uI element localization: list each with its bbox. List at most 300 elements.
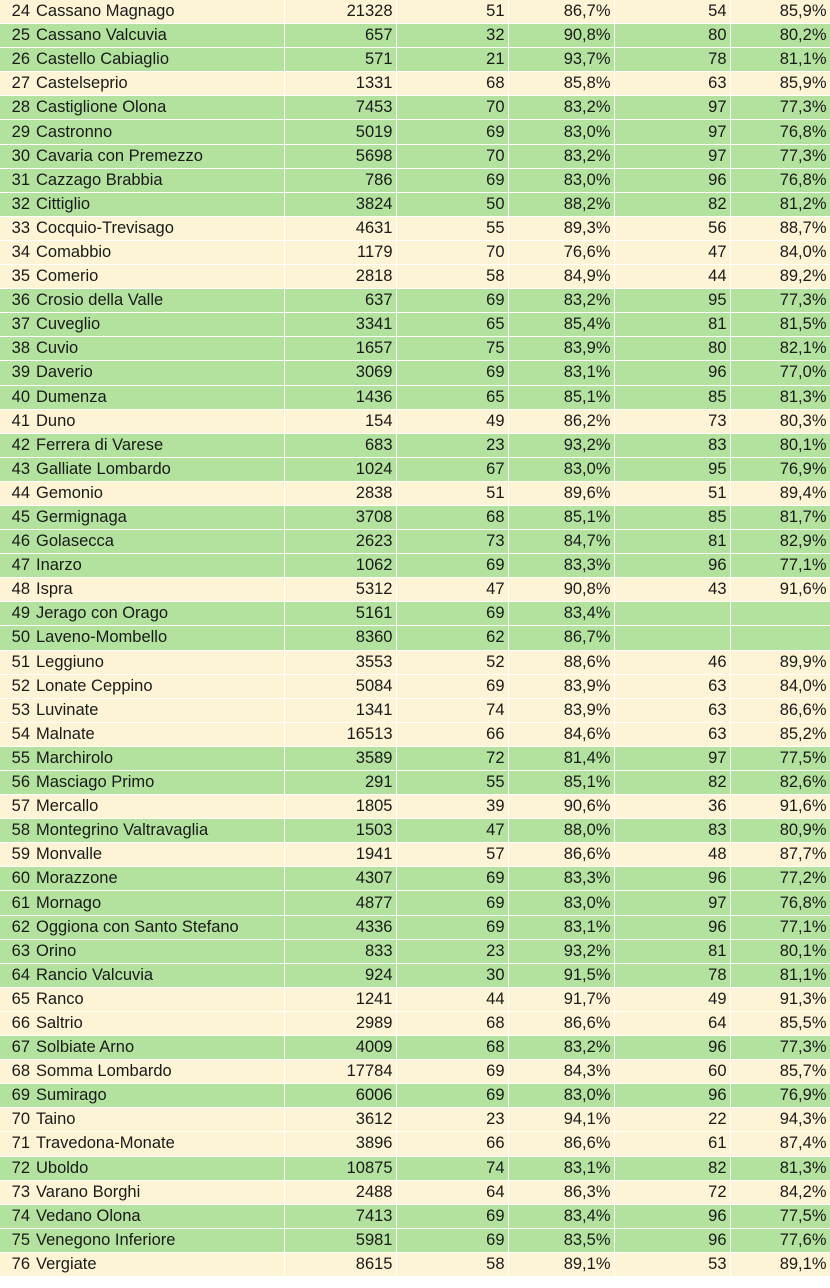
column-b-value: 68 bbox=[396, 72, 508, 96]
column-d-value: 81 bbox=[614, 313, 730, 337]
table-row bbox=[0, 409, 830, 433]
table-row bbox=[0, 1156, 830, 1180]
population-value: 1941 bbox=[284, 843, 396, 867]
column-b-value: 50 bbox=[396, 192, 508, 216]
population-value: 3069 bbox=[284, 361, 396, 385]
column-b-value: 67 bbox=[396, 457, 508, 481]
column-c-percent: 84,7% bbox=[508, 530, 614, 554]
municipality-name: Cocquio-Trevisago bbox=[36, 216, 284, 240]
column-b-value: 47 bbox=[396, 819, 508, 843]
municipality-name: Mornago bbox=[36, 891, 284, 915]
municipality-name: Lonate Ceppino bbox=[36, 674, 284, 698]
population-value: 833 bbox=[284, 939, 396, 963]
column-d-value: 83 bbox=[614, 433, 730, 457]
population-value: 5981 bbox=[284, 1228, 396, 1252]
column-e-percent: 76,9% bbox=[730, 1084, 830, 1108]
column-c-percent: 86,6% bbox=[508, 843, 614, 867]
municipality-name: Oggiona con Santo Stefano bbox=[36, 915, 284, 939]
table-row bbox=[0, 819, 830, 843]
column-d-value: 61 bbox=[614, 1132, 730, 1156]
municipality-name: Galliate Lombardo bbox=[36, 457, 284, 481]
table-row bbox=[0, 746, 830, 770]
row-index: 47 bbox=[0, 554, 36, 578]
column-d-value: 80 bbox=[614, 24, 730, 48]
table-row bbox=[0, 771, 830, 795]
column-c-percent: 83,9% bbox=[508, 698, 614, 722]
column-b-value: 51 bbox=[396, 481, 508, 505]
municipality-name: Solbiate Arno bbox=[36, 1036, 284, 1060]
column-b-value: 69 bbox=[396, 289, 508, 313]
column-e-percent: 76,8% bbox=[730, 891, 830, 915]
column-e-percent: 84,2% bbox=[730, 1180, 830, 1204]
population-value: 3824 bbox=[284, 192, 396, 216]
table-row bbox=[0, 505, 830, 529]
municipality-name: Varano Borghi bbox=[36, 1180, 284, 1204]
row-index: 45 bbox=[0, 505, 36, 529]
population-value: 7413 bbox=[284, 1204, 396, 1228]
column-c-percent: 85,1% bbox=[508, 771, 614, 795]
column-e-percent: 85,9% bbox=[730, 0, 830, 24]
row-index: 51 bbox=[0, 650, 36, 674]
column-c-percent: 84,3% bbox=[508, 1060, 614, 1084]
population-value: 154 bbox=[284, 409, 396, 433]
column-c-percent: 83,0% bbox=[508, 168, 614, 192]
row-index: 49 bbox=[0, 602, 36, 626]
column-d-value: 96 bbox=[614, 1204, 730, 1228]
population-value: 4336 bbox=[284, 915, 396, 939]
population-value: 5312 bbox=[284, 578, 396, 602]
column-c-percent: 93,7% bbox=[508, 48, 614, 72]
column-b-value: 69 bbox=[396, 554, 508, 578]
column-e-percent: 77,3% bbox=[730, 1036, 830, 1060]
table-row bbox=[0, 578, 830, 602]
municipality-name: Saltrio bbox=[36, 1011, 284, 1035]
column-b-value: 68 bbox=[396, 505, 508, 529]
column-d-value: 83 bbox=[614, 819, 730, 843]
column-c-percent: 89,6% bbox=[508, 481, 614, 505]
population-value: 637 bbox=[284, 289, 396, 313]
population-value: 3589 bbox=[284, 746, 396, 770]
column-d-value: 81 bbox=[614, 939, 730, 963]
municipality-name: Crosio della Valle bbox=[36, 289, 284, 313]
column-c-percent: 85,4% bbox=[508, 313, 614, 337]
column-e-percent: 77,2% bbox=[730, 867, 830, 891]
table-row bbox=[0, 337, 830, 361]
municipality-name: Vergiate bbox=[36, 1252, 284, 1276]
population-value: 5161 bbox=[284, 602, 396, 626]
column-d-value: 78 bbox=[614, 48, 730, 72]
column-d-value: 64 bbox=[614, 1011, 730, 1035]
row-index: 46 bbox=[0, 530, 36, 554]
population-value: 8360 bbox=[284, 626, 396, 650]
table-row bbox=[0, 1060, 830, 1084]
column-b-value: 55 bbox=[396, 771, 508, 795]
row-index: 62 bbox=[0, 915, 36, 939]
municipality-name: Cassano Valcuvia bbox=[36, 24, 284, 48]
table-row bbox=[0, 192, 830, 216]
table-row bbox=[0, 915, 830, 939]
column-d-value: 63 bbox=[614, 722, 730, 746]
table-row bbox=[0, 457, 830, 481]
table-row bbox=[0, 843, 830, 867]
column-b-value: 69 bbox=[396, 168, 508, 192]
column-d-value: 96 bbox=[614, 1084, 730, 1108]
column-c-percent: 90,8% bbox=[508, 24, 614, 48]
population-value: 8615 bbox=[284, 1252, 396, 1276]
column-d-value: 49 bbox=[614, 987, 730, 1011]
column-b-value: 70 bbox=[396, 240, 508, 264]
column-e-percent: 91,6% bbox=[730, 795, 830, 819]
column-c-percent: 83,2% bbox=[508, 96, 614, 120]
column-e-percent bbox=[730, 602, 830, 626]
population-value: 10875 bbox=[284, 1156, 396, 1180]
column-c-percent: 84,6% bbox=[508, 722, 614, 746]
column-b-value: 55 bbox=[396, 216, 508, 240]
population-value: 2818 bbox=[284, 265, 396, 289]
population-value: 7453 bbox=[284, 96, 396, 120]
column-c-percent: 83,2% bbox=[508, 144, 614, 168]
row-index: 29 bbox=[0, 120, 36, 144]
column-b-value: 66 bbox=[396, 722, 508, 746]
column-e-percent: 76,8% bbox=[730, 120, 830, 144]
table-row bbox=[0, 216, 830, 240]
table-row bbox=[0, 433, 830, 457]
population-value: 1657 bbox=[284, 337, 396, 361]
column-d-value bbox=[614, 626, 730, 650]
column-c-percent: 83,2% bbox=[508, 289, 614, 313]
municipality-name: Cuvio bbox=[36, 337, 284, 361]
column-e-percent: 77,6% bbox=[730, 1228, 830, 1252]
column-e-percent: 91,6% bbox=[730, 578, 830, 602]
table-row bbox=[0, 1036, 830, 1060]
row-index: 66 bbox=[0, 1011, 36, 1035]
population-value: 1503 bbox=[284, 819, 396, 843]
population-value: 1024 bbox=[284, 457, 396, 481]
municipality-name: Mercallo bbox=[36, 795, 284, 819]
column-e-percent: 77,3% bbox=[730, 96, 830, 120]
column-b-value: 69 bbox=[396, 361, 508, 385]
municipality-name: Rancio Valcuvia bbox=[36, 963, 284, 987]
column-d-value: 53 bbox=[614, 1252, 730, 1276]
population-value: 3708 bbox=[284, 505, 396, 529]
column-b-value: 65 bbox=[396, 313, 508, 337]
population-value: 1436 bbox=[284, 385, 396, 409]
row-index: 38 bbox=[0, 337, 36, 361]
column-b-value: 23 bbox=[396, 433, 508, 457]
column-d-value: 95 bbox=[614, 457, 730, 481]
municipality-name: Uboldo bbox=[36, 1156, 284, 1180]
column-b-value: 64 bbox=[396, 1180, 508, 1204]
column-b-value: 75 bbox=[396, 337, 508, 361]
column-e-percent: 82,9% bbox=[730, 530, 830, 554]
column-d-value: 96 bbox=[614, 1228, 730, 1252]
column-d-value: 72 bbox=[614, 1180, 730, 1204]
table-row bbox=[0, 1228, 830, 1252]
column-d-value: 97 bbox=[614, 96, 730, 120]
column-e-percent: 81,1% bbox=[730, 48, 830, 72]
population-value: 5698 bbox=[284, 144, 396, 168]
column-b-value: 47 bbox=[396, 578, 508, 602]
column-d-value: 78 bbox=[614, 963, 730, 987]
column-e-percent: 85,5% bbox=[730, 1011, 830, 1035]
table-row bbox=[0, 313, 830, 337]
column-e-percent: 77,5% bbox=[730, 1204, 830, 1228]
population-value: 3553 bbox=[284, 650, 396, 674]
column-d-value: 96 bbox=[614, 915, 730, 939]
municipality-name: Sumirago bbox=[36, 1084, 284, 1108]
table-row bbox=[0, 626, 830, 650]
column-b-value: 72 bbox=[396, 746, 508, 770]
table-row bbox=[0, 1204, 830, 1228]
column-c-percent: 93,2% bbox=[508, 433, 614, 457]
municipality-name: Duno bbox=[36, 409, 284, 433]
column-d-value: 56 bbox=[614, 216, 730, 240]
column-e-percent: 81,1% bbox=[730, 963, 830, 987]
column-d-value: 95 bbox=[614, 289, 730, 313]
table-row bbox=[0, 96, 830, 120]
row-index: 40 bbox=[0, 385, 36, 409]
column-c-percent: 90,8% bbox=[508, 578, 614, 602]
column-d-value: 80 bbox=[614, 337, 730, 361]
row-index: 58 bbox=[0, 819, 36, 843]
municipality-name: Monvalle bbox=[36, 843, 284, 867]
column-c-percent: 86,7% bbox=[508, 0, 614, 24]
column-e-percent: 80,9% bbox=[730, 819, 830, 843]
column-e-percent: 81,3% bbox=[730, 1156, 830, 1180]
column-b-value: 66 bbox=[396, 1132, 508, 1156]
row-index: 64 bbox=[0, 963, 36, 987]
row-index: 42 bbox=[0, 433, 36, 457]
population-value: 3341 bbox=[284, 313, 396, 337]
column-c-percent: 83,0% bbox=[508, 120, 614, 144]
column-e-percent: 89,4% bbox=[730, 481, 830, 505]
row-index: 39 bbox=[0, 361, 36, 385]
column-c-percent: 90,6% bbox=[508, 795, 614, 819]
row-index: 27 bbox=[0, 72, 36, 96]
municipality-name: Malnate bbox=[36, 722, 284, 746]
table-row bbox=[0, 289, 830, 313]
column-c-percent: 83,9% bbox=[508, 337, 614, 361]
column-d-value: 85 bbox=[614, 385, 730, 409]
column-d-value: 51 bbox=[614, 481, 730, 505]
column-c-percent: 89,1% bbox=[508, 1252, 614, 1276]
municipality-name: Castelseprio bbox=[36, 72, 284, 96]
row-index: 56 bbox=[0, 771, 36, 795]
column-e-percent: 85,7% bbox=[730, 1060, 830, 1084]
column-e-percent: 81,7% bbox=[730, 505, 830, 529]
column-c-percent: 83,4% bbox=[508, 602, 614, 626]
population-value: 4307 bbox=[284, 867, 396, 891]
table-row bbox=[0, 963, 830, 987]
population-value: 571 bbox=[284, 48, 396, 72]
column-e-percent bbox=[730, 626, 830, 650]
column-e-percent: 86,6% bbox=[730, 698, 830, 722]
row-index: 60 bbox=[0, 867, 36, 891]
table-row bbox=[0, 1108, 830, 1132]
column-e-percent: 82,6% bbox=[730, 771, 830, 795]
row-index: 72 bbox=[0, 1156, 36, 1180]
column-c-percent: 83,3% bbox=[508, 867, 614, 891]
row-index: 55 bbox=[0, 746, 36, 770]
column-c-percent: 81,4% bbox=[508, 746, 614, 770]
column-e-percent: 81,3% bbox=[730, 385, 830, 409]
population-value: 2989 bbox=[284, 1011, 396, 1035]
column-e-percent: 94,3% bbox=[730, 1108, 830, 1132]
population-value: 1179 bbox=[284, 240, 396, 264]
column-b-value: 51 bbox=[396, 0, 508, 24]
column-c-percent: 83,3% bbox=[508, 554, 614, 578]
table-row bbox=[0, 0, 830, 24]
column-c-percent: 88,0% bbox=[508, 819, 614, 843]
table-row bbox=[0, 795, 830, 819]
column-e-percent: 89,1% bbox=[730, 1252, 830, 1276]
column-d-value: 81 bbox=[614, 530, 730, 554]
municipality-name: Ispra bbox=[36, 578, 284, 602]
column-d-value: 46 bbox=[614, 650, 730, 674]
table-row bbox=[0, 1252, 830, 1276]
row-index: 31 bbox=[0, 168, 36, 192]
column-b-value: 65 bbox=[396, 385, 508, 409]
column-c-percent: 86,2% bbox=[508, 409, 614, 433]
column-b-value: 69 bbox=[396, 1204, 508, 1228]
population-value: 17784 bbox=[284, 1060, 396, 1084]
municipality-name: Venegono Inferiore bbox=[36, 1228, 284, 1252]
column-e-percent: 77,3% bbox=[730, 144, 830, 168]
column-b-value: 58 bbox=[396, 1252, 508, 1276]
municipality-name: Leggiuno bbox=[36, 650, 284, 674]
population-value: 1062 bbox=[284, 554, 396, 578]
population-value: 1241 bbox=[284, 987, 396, 1011]
row-index: 69 bbox=[0, 1084, 36, 1108]
municipality-name: Comabbio bbox=[36, 240, 284, 264]
column-d-value: 96 bbox=[614, 554, 730, 578]
column-b-value: 69 bbox=[396, 1084, 508, 1108]
column-b-value: 32 bbox=[396, 24, 508, 48]
column-e-percent: 84,0% bbox=[730, 240, 830, 264]
row-index: 43 bbox=[0, 457, 36, 481]
column-d-value: 82 bbox=[614, 1156, 730, 1180]
population-value: 5084 bbox=[284, 674, 396, 698]
municipality-name: Cavaria con Premezzo bbox=[36, 144, 284, 168]
column-c-percent: 85,1% bbox=[508, 385, 614, 409]
municipality-name: Somma Lombardo bbox=[36, 1060, 284, 1084]
column-e-percent: 80,3% bbox=[730, 409, 830, 433]
column-e-percent: 81,2% bbox=[730, 192, 830, 216]
column-e-percent: 76,8% bbox=[730, 168, 830, 192]
municipality-name: Cuveglio bbox=[36, 313, 284, 337]
table-row bbox=[0, 240, 830, 264]
municipality-name: Inarzo bbox=[36, 554, 284, 578]
row-index: 53 bbox=[0, 698, 36, 722]
row-index: 57 bbox=[0, 795, 36, 819]
row-index: 71 bbox=[0, 1132, 36, 1156]
row-index: 65 bbox=[0, 987, 36, 1011]
municipality-name: Dumenza bbox=[36, 385, 284, 409]
population-value: 5019 bbox=[284, 120, 396, 144]
municipality-name: Taino bbox=[36, 1108, 284, 1132]
municipality-name: Castiglione Olona bbox=[36, 96, 284, 120]
table-row bbox=[0, 891, 830, 915]
table-row bbox=[0, 530, 830, 554]
table-row bbox=[0, 361, 830, 385]
column-c-percent: 86,7% bbox=[508, 626, 614, 650]
municipality-name: Marchirolo bbox=[36, 746, 284, 770]
column-c-percent: 83,1% bbox=[508, 1156, 614, 1180]
column-d-value: 54 bbox=[614, 0, 730, 24]
column-d-value: 43 bbox=[614, 578, 730, 602]
column-e-percent: 77,5% bbox=[730, 746, 830, 770]
row-index: 48 bbox=[0, 578, 36, 602]
table-row bbox=[0, 1132, 830, 1156]
column-d-value: 22 bbox=[614, 1108, 730, 1132]
municipality-name: Morazzone bbox=[36, 867, 284, 891]
column-d-value: 60 bbox=[614, 1060, 730, 1084]
table-row bbox=[0, 554, 830, 578]
table-row bbox=[0, 72, 830, 96]
column-c-percent: 93,2% bbox=[508, 939, 614, 963]
row-index: 25 bbox=[0, 24, 36, 48]
row-index: 63 bbox=[0, 939, 36, 963]
column-b-value: 69 bbox=[396, 1060, 508, 1084]
municipality-name: Jerago con Orago bbox=[36, 602, 284, 626]
column-c-percent: 86,3% bbox=[508, 1180, 614, 1204]
column-c-percent: 94,1% bbox=[508, 1108, 614, 1132]
population-value: 1805 bbox=[284, 795, 396, 819]
municipality-name: Luvinate bbox=[36, 698, 284, 722]
municipality-name: Cazzago Brabbia bbox=[36, 168, 284, 192]
row-index: 28 bbox=[0, 96, 36, 120]
column-d-value: 63 bbox=[614, 698, 730, 722]
column-b-value: 70 bbox=[396, 144, 508, 168]
municipality-name: Travedona-Monate bbox=[36, 1132, 284, 1156]
population-value: 6006 bbox=[284, 1084, 396, 1108]
table-row bbox=[0, 674, 830, 698]
column-d-value: 47 bbox=[614, 240, 730, 264]
row-index: 34 bbox=[0, 240, 36, 264]
row-index: 59 bbox=[0, 843, 36, 867]
column-d-value: 44 bbox=[614, 265, 730, 289]
column-c-percent: 76,6% bbox=[508, 240, 614, 264]
column-c-percent: 86,6% bbox=[508, 1011, 614, 1035]
column-c-percent: 88,2% bbox=[508, 192, 614, 216]
column-b-value: 69 bbox=[396, 891, 508, 915]
row-index: 75 bbox=[0, 1228, 36, 1252]
column-b-value: 62 bbox=[396, 626, 508, 650]
column-c-percent: 89,3% bbox=[508, 216, 614, 240]
population-value: 2488 bbox=[284, 1180, 396, 1204]
column-e-percent: 87,7% bbox=[730, 843, 830, 867]
population-value: 16513 bbox=[284, 722, 396, 746]
column-d-value: 82 bbox=[614, 192, 730, 216]
population-value: 3896 bbox=[284, 1132, 396, 1156]
column-c-percent: 86,6% bbox=[508, 1132, 614, 1156]
column-b-value: 73 bbox=[396, 530, 508, 554]
column-e-percent: 89,9% bbox=[730, 650, 830, 674]
column-b-value: 70 bbox=[396, 96, 508, 120]
column-c-percent: 83,0% bbox=[508, 1084, 614, 1108]
table-row bbox=[0, 698, 830, 722]
table-row bbox=[0, 939, 830, 963]
column-b-value: 69 bbox=[396, 915, 508, 939]
table-row bbox=[0, 48, 830, 72]
municipality-name: Orino bbox=[36, 939, 284, 963]
column-b-value: 69 bbox=[396, 602, 508, 626]
row-index: 61 bbox=[0, 891, 36, 915]
population-value: 683 bbox=[284, 433, 396, 457]
column-d-value: 97 bbox=[614, 144, 730, 168]
column-e-percent: 85,2% bbox=[730, 722, 830, 746]
row-index: 50 bbox=[0, 626, 36, 650]
